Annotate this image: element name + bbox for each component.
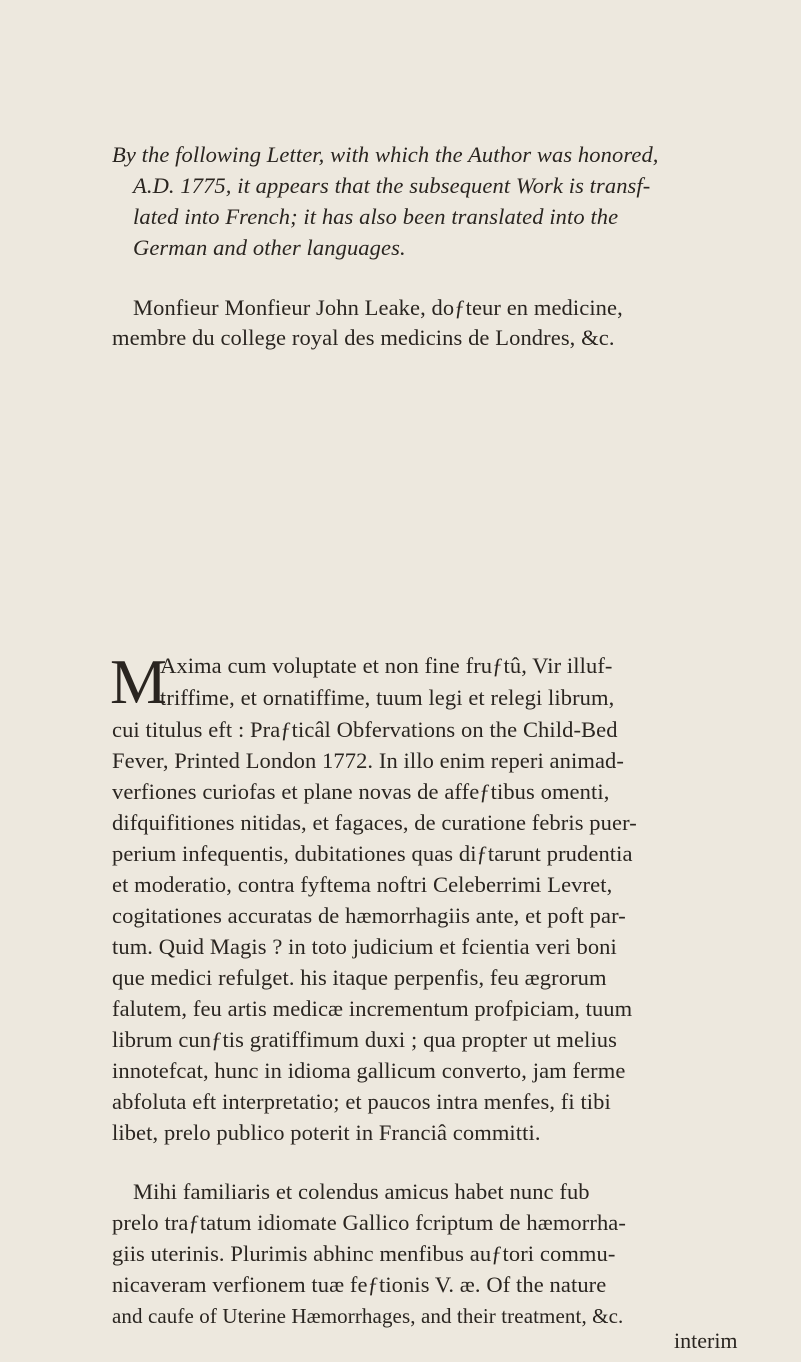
p1-line-5: verfiones curiofas et plane novas de affeƒtibus omenti, [112, 779, 610, 804]
drop-cap: M [110, 646, 167, 717]
catchword: interim [674, 1328, 738, 1353]
intro-line-1: By the following Letter, with which the Author was honored, [112, 142, 659, 167]
p2-line-1: Mihi familiaris et colendus amicus habet nunc fub [133, 1179, 590, 1204]
intro-line-4: German and other languages. [133, 235, 406, 260]
p1-line-12: falutem, feu artis medicæ incrementum profpiciam, tuum [112, 996, 633, 1021]
p1-line-3: cui titulus eft : Praƒticâl Obfervations on the Child-Bed [112, 717, 618, 742]
intro-line-2: A.D. 1775, it appears that the subsequent Work is transf- [133, 173, 651, 198]
p2-line-4: nicaveram verfionem tuæ feƒtionis V. æ. Of the nature [112, 1272, 607, 1297]
p1-line-10: tum. Quid Magis ? in toto judicium et fcientia veri boni [112, 934, 617, 959]
p1-line-14: innotefcat, hunc in idioma gallicum converto, jam ferme [112, 1058, 626, 1083]
p1-line-13: librum cunƒtis gratiffimum duxi ; qua propter ut melius [112, 1027, 618, 1052]
p1-line-9: cogitationes accuratas de hæmorrhagiis ante, et poft par- [112, 903, 626, 928]
p1-line-4: Fever, Printed London 1772. In illo enim reperi animad- [112, 748, 624, 773]
p1-line-1: Axima cum voluptate et non fine fruƒtû, Vir illuf- [160, 653, 613, 678]
p2-line-5: and caufe of Uterine Hæmorrhages, and their treatment, &c. [112, 1304, 624, 1328]
intro-line-3: lated into French; it has also been translated into the [133, 204, 619, 229]
p1-line-15: abfoluta eft interpretatio; et paucos intra menfes, fi tibi [112, 1089, 611, 1114]
p1-line-8: et moderatio, contra fyftema noftri Celeberrimi Levret, [112, 872, 613, 897]
p2-line-3: giis uterinis. Plurimis abhinc menfibus auƒtori commu- [112, 1241, 616, 1266]
p1-line-2: triffime, et ornatiffime, tuum legi et relegi librum, [160, 685, 615, 710]
p2-line-2: prelo traƒtatum idiomate Gallico fcriptum de hæmorrha- [112, 1210, 626, 1235]
p1-line-16: libet, prelo publico poterit in Franciâ committi. [112, 1120, 541, 1145]
p1-line-7: perium infequentis, dubitationes quas diƒtarunt prudentia [112, 841, 633, 866]
p1-line-11: que medici refulget. his itaque perpenfis, feu ægrorum [112, 965, 607, 990]
salutation-line-2: membre du college royal des medicins de Londres, &c. [112, 325, 615, 350]
salutation-line-1: Monfieur Monfieur John Leake, doƒteur en medicine, [133, 295, 623, 320]
p1-line-6: difquifitiones nitidas, et fagaces, de curatione febris puer- [112, 810, 637, 835]
